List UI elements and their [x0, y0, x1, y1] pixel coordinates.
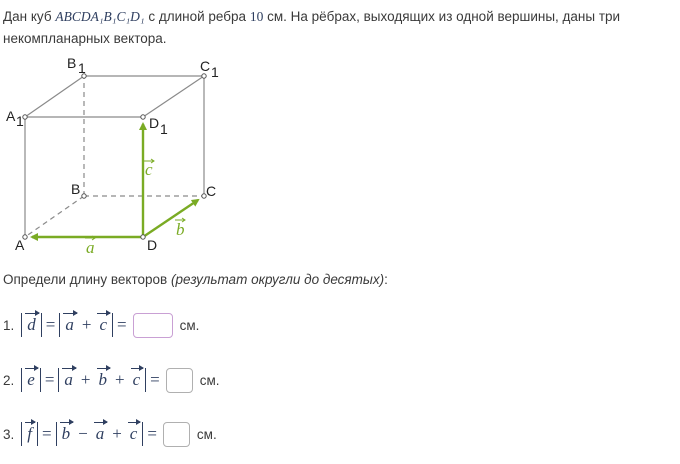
question-text	[3, 272, 388, 287]
label-vector-b: b	[176, 220, 185, 239]
answer-input-2[interactable]	[166, 368, 193, 393]
answer-input-3[interactable]	[163, 422, 190, 447]
label-b: B	[71, 181, 81, 197]
vertex-b	[82, 194, 86, 198]
intro-suffix: см. На рёбрах, выходящих из одной вершины, даны три некомпланарных вектора.	[3, 9, 621, 46]
question-hint: (результат округли до десятых)	[170, 272, 385, 287]
label-c1: C	[200, 58, 211, 74]
task-index: 2.	[3, 372, 15, 388]
edge-length: 10	[249, 9, 264, 24]
task-index: 1.	[3, 317, 15, 333]
intro-middle: с длиной ребра	[148, 9, 247, 24]
vector-b	[143, 200, 198, 237]
task-index: 3.	[3, 426, 15, 442]
term-vector: a	[93, 424, 108, 444]
problem-statement	[3, 6, 675, 50]
task-1	[3, 310, 199, 340]
term-vector: b	[59, 424, 74, 444]
cube-name: ABCDA₁B₁C₁D₁	[55, 9, 145, 24]
operator: −	[78, 424, 88, 443]
task-expression	[19, 313, 128, 337]
label-b1: B	[67, 55, 77, 71]
operator: +	[81, 315, 92, 334]
term-vector: c	[96, 315, 110, 335]
term-vector: b	[96, 370, 111, 390]
label-c1-sub: 1	[211, 64, 219, 80]
intro-prefix: Дан куб	[3, 9, 52, 24]
question-main: Определи длину векторов	[3, 272, 168, 287]
unit-label: см.	[199, 372, 220, 388]
equals-sign: =	[45, 315, 56, 334]
label-a1-sub: 1	[16, 113, 24, 129]
unit-label: см.	[179, 317, 200, 333]
task-expression	[19, 422, 159, 446]
label-vector-a: a	[86, 238, 95, 257]
vertex-d	[141, 235, 145, 239]
edge-b-a	[25, 196, 84, 237]
term-vector: c	[130, 370, 144, 390]
task-3	[3, 419, 217, 449]
vector-e: e	[24, 370, 38, 390]
operator: +	[115, 370, 125, 389]
cube-figure	[0, 52, 240, 262]
label-c: C	[206, 183, 217, 199]
equals-sign: =	[117, 315, 127, 334]
unit-label: см.	[196, 426, 217, 442]
vector-f: f	[24, 424, 35, 444]
term-vector: a	[61, 370, 76, 390]
label-d: D	[147, 237, 158, 253]
label-vector-c: c	[145, 160, 153, 179]
label-b1-sub: 1	[78, 60, 86, 76]
question-colon: :	[384, 272, 388, 287]
answer-input-1[interactable]	[133, 313, 173, 338]
equals-sign: =	[150, 370, 160, 389]
label-d1-sub: 1	[160, 121, 168, 137]
vector-d: d	[24, 315, 39, 335]
vertex-d1	[141, 115, 145, 119]
vertex-c1	[202, 74, 206, 78]
equals-sign: =	[147, 424, 157, 443]
term-vector: a	[62, 315, 77, 335]
term-vector: c	[127, 424, 141, 444]
operator: +	[80, 370, 91, 389]
equals-sign: =	[42, 424, 52, 443]
task-expression	[19, 368, 161, 392]
equals-sign: =	[44, 370, 55, 389]
task-2	[3, 365, 220, 395]
label-a1: A	[6, 108, 16, 124]
edge-a1-b1	[25, 76, 84, 117]
edge-c1-d1	[143, 76, 204, 117]
label-d1: D	[149, 115, 160, 131]
label-a: A	[15, 237, 25, 253]
operator: +	[112, 424, 122, 443]
